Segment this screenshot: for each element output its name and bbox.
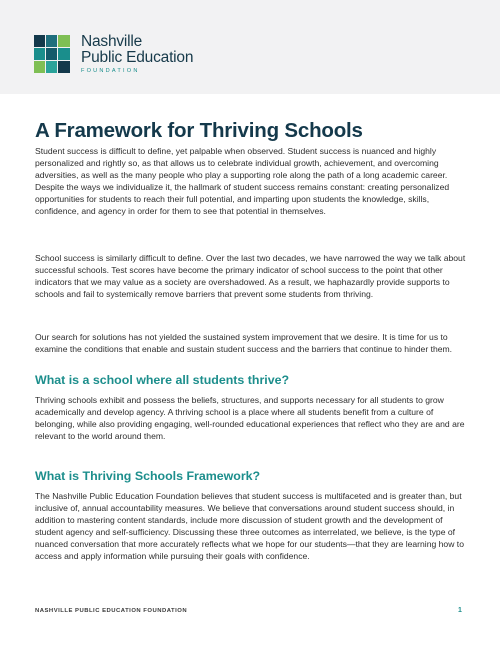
intro-paragraph-3: Our search for solutions has not yielded the sustained system improvement that we desire. It is time for us to examine the conditions that enable and sustain student success and the barriers that continue to hinder them. bbox=[35, 332, 453, 355]
brand-name-line1: Nashville bbox=[81, 33, 143, 50]
footer-org-name: NASHVILLE PUBLIC EDUCATION FOUNDATION bbox=[35, 608, 188, 614]
page-number: 1 bbox=[458, 607, 462, 614]
brand-wordmark bbox=[81, 34, 193, 74]
section-heading-framework: What is Thriving Schools Framework? bbox=[35, 469, 261, 483]
section-body-framework: The Nashville Public Education Foundation believes that student success is multifaceted and is greater than, but inclusive of, annual accountability measures. We believe that conversations around student success should, in addition to mastering content standards, include more discussion of student growth and the development of student agency and self-sufficiency. Discussing these three outcomes as interrelated, we believe, is the type of nuanced conversation that more accurately reflects what we hope for our students—that they are learning how to access and apply information while pursuing their goals with confidence. bbox=[35, 491, 464, 562]
section-heading-thrive: What is a school where all students thrive? bbox=[35, 373, 290, 387]
intro-paragraph-1: Student success is difficult to define, yet palpable when observed. Student success is nuanced and highly personalized and rightly so, as that allows us to celebrate individual growth, achievement, and overcoming adversities, as well as the many people who play a supporting role along the path of a long academic career. Despite the ways we individualize it, the hallmark of student success remains constant: creating personalized opportunities for students to reach their full potential, and imparting upon students the knowledge, skills, confidence, and agency in order for them to see that potential in themselves. bbox=[35, 146, 450, 217]
foundation-logo-icon bbox=[34, 35, 70, 73]
header-band bbox=[0, 0, 500, 94]
page-title: A Framework for Thriving Schools bbox=[35, 119, 363, 142]
brand-name-line2: Public Education bbox=[81, 49, 194, 66]
intro-paragraph-2: School success is similarly difficult to define. Over the last two decades, we have narrowed the way we talk about successful schools. Test scores have become the primary indicator of school success to the point that other indicators that we may value as a society are overshadowed. As a result, we haphazardly provide supports to schools and fail to systemically remove barriers that prevent some students from thriving. bbox=[35, 253, 466, 300]
brand-name-line3: FOUNDATION bbox=[81, 68, 140, 74]
section-body-thrive: Thriving schools exhibit and possess the beliefs, structures, and supports necessary for all students to grow academically and develop agency. A thriving school is a place where all students benefit from a culture of belonging, while also providing engaging, well-rounded educational experiences that reflect who they are and are relevant to the world around them. bbox=[35, 395, 465, 442]
